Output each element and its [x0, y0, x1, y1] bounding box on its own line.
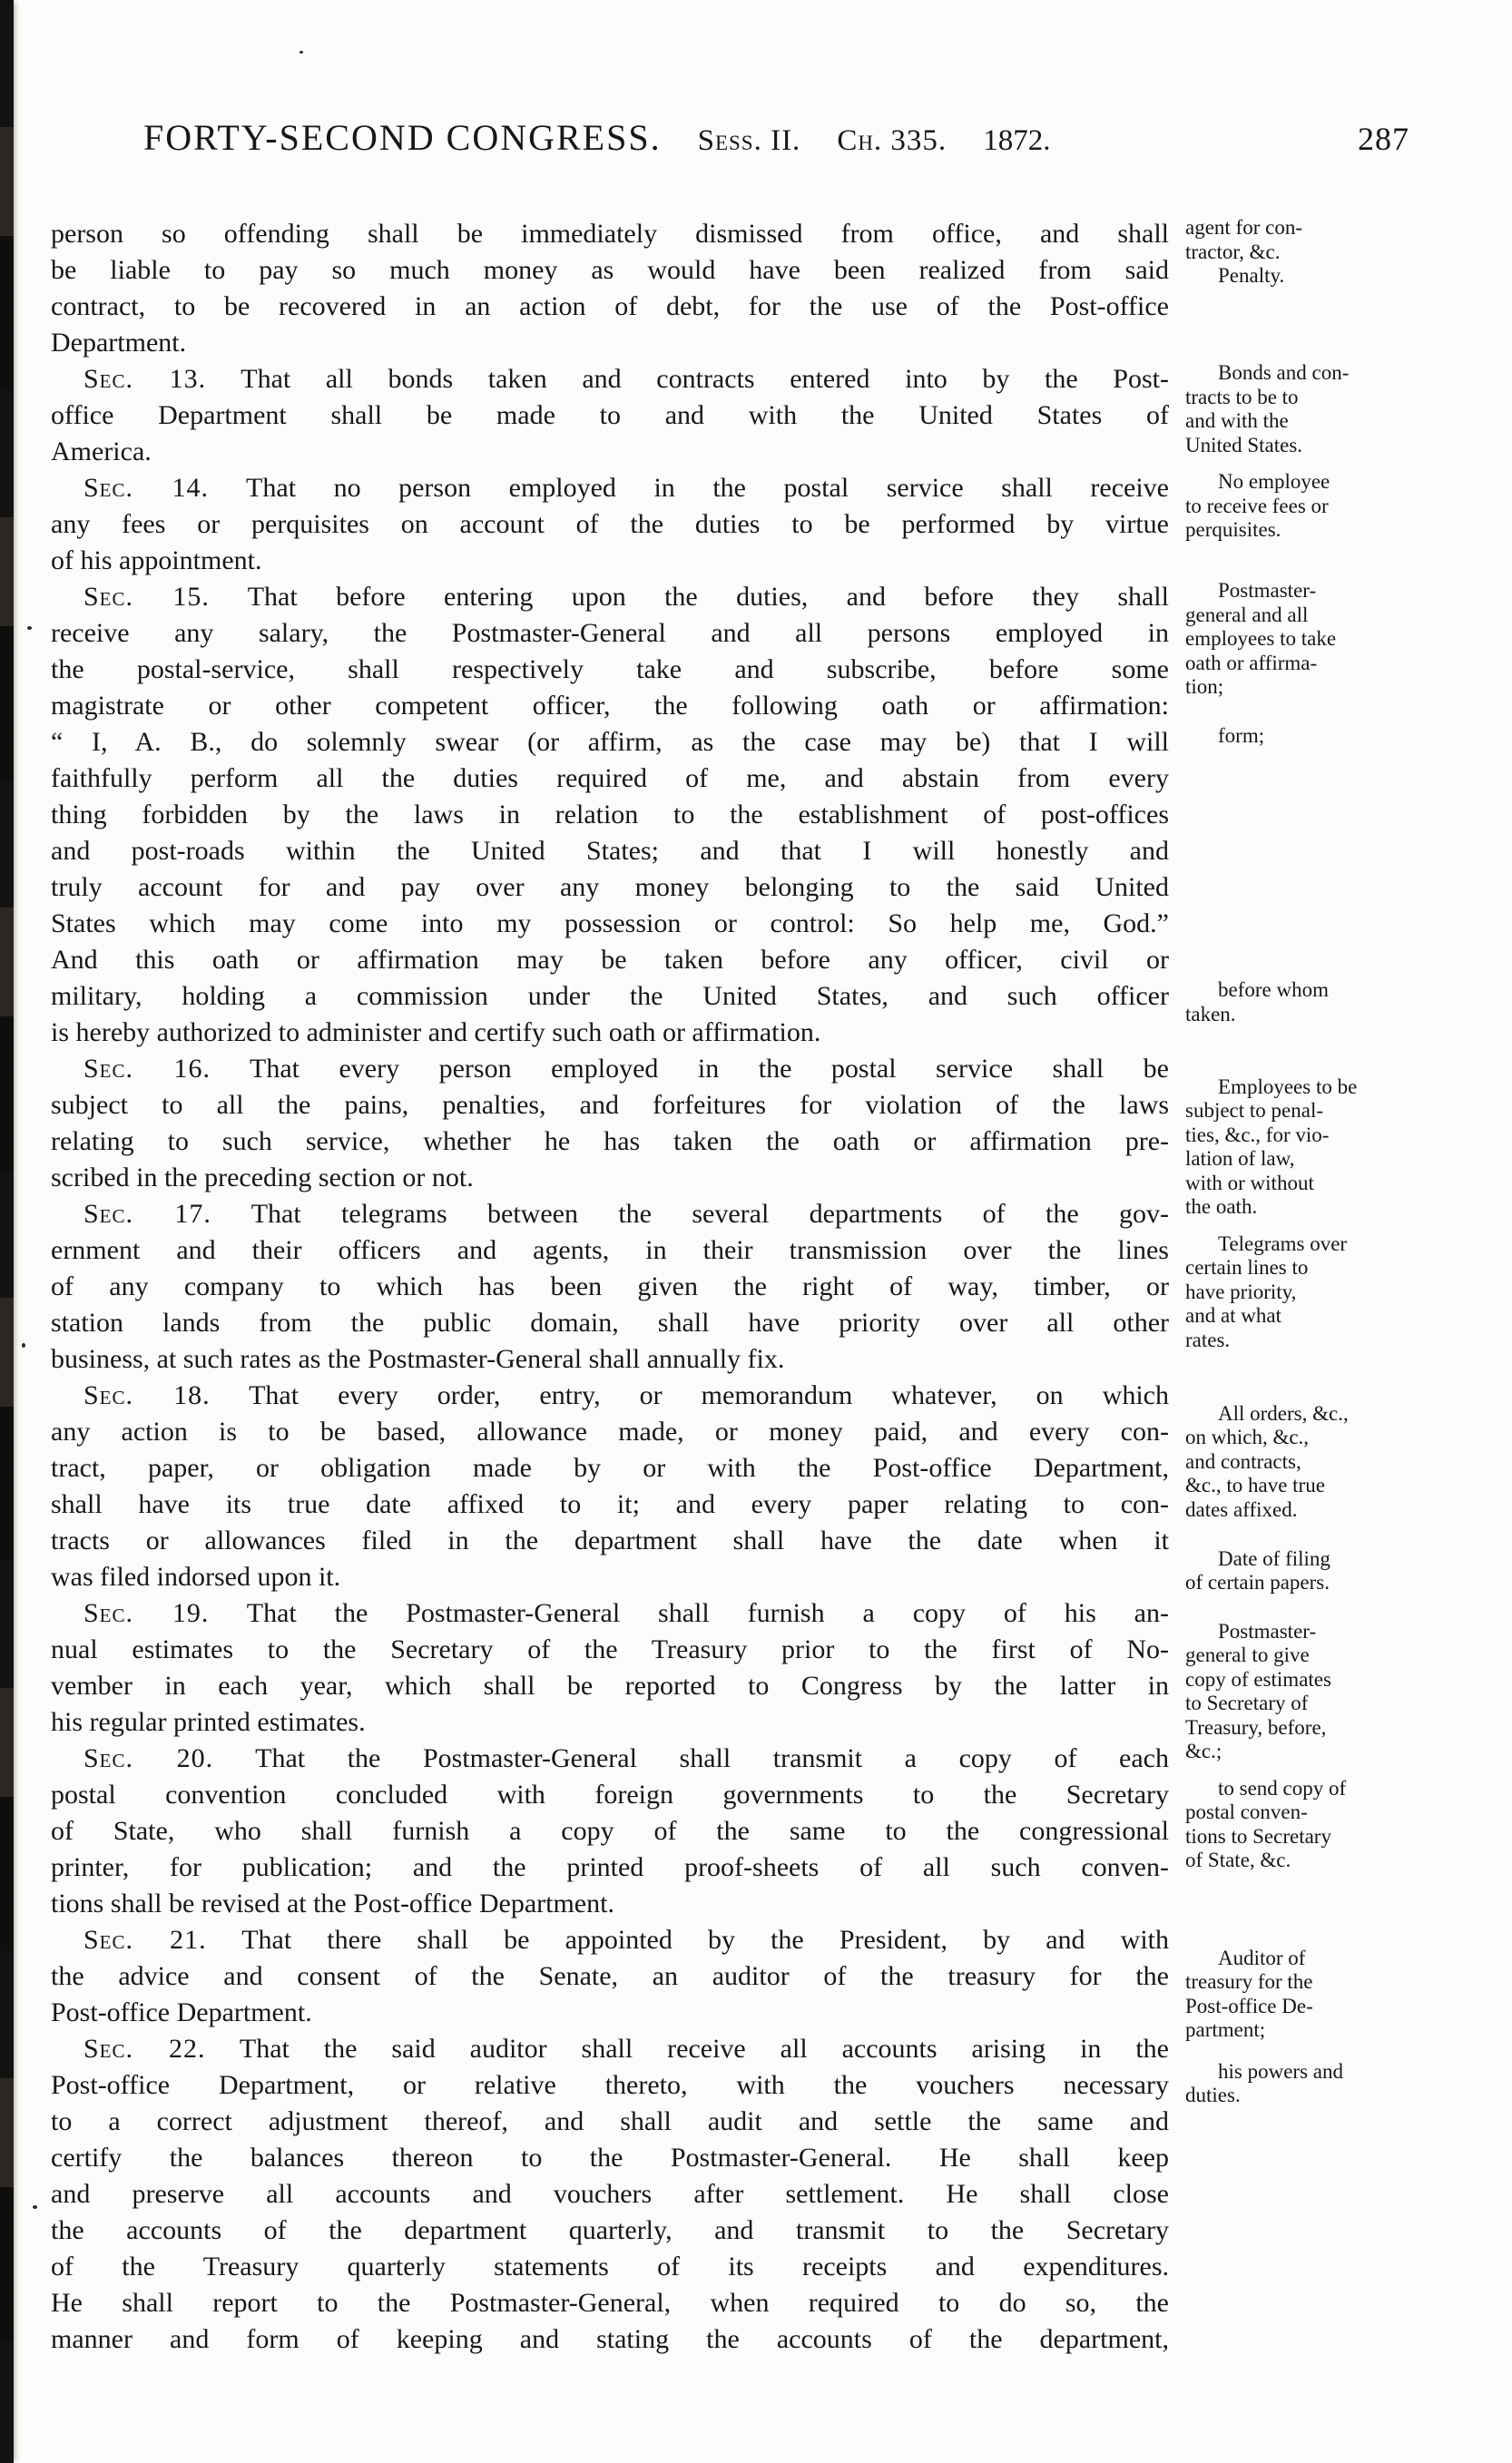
page-number: 287 — [1358, 121, 1409, 157]
margin-note-line: Bonds and con- — [1218, 361, 1350, 384]
body-line: vember in each year, which shall be reported to Congress by the latter in — [51, 1671, 1169, 1701]
body-line: of State, who shall furnish a copy of the same to the congressional — [51, 1816, 1169, 1846]
body-line: America. — [51, 437, 152, 466]
margin-note-line: and at what — [1185, 1304, 1282, 1328]
body-line: And this oath or affirmation may be taken before any officer, civil or — [51, 945, 1169, 975]
margin-note-line: postal conven- — [1185, 1801, 1308, 1824]
margin-note — [1185, 1075, 1505, 1220]
year-label: 1872. — [983, 124, 1051, 157]
body-line: Post-office Department, or relative thereto, with the vouchers necessary — [51, 2070, 1169, 2100]
statute-body-text — [51, 216, 1169, 2358]
congress-title: FORTY-SECOND CONGRESS. — [143, 117, 662, 158]
body-line: any action is to be based, allowance made, or money paid, and every con- — [51, 1417, 1169, 1447]
margin-note-line: his powers and — [1218, 2059, 1343, 2083]
body-line: manner and form of keeping and stating the accounts of the department, — [51, 2324, 1169, 2354]
body-line: tions shall be revised at the Post-office Department. — [51, 1889, 614, 1918]
margin-note-line: Treasury, before, — [1185, 1715, 1327, 1739]
margin-note-line: &c.; — [1185, 1740, 1222, 1762]
body-line: was filed indorsed upon it. — [51, 1562, 341, 1592]
body-line: Post-office Department. — [51, 1997, 312, 2027]
margin-note — [1185, 724, 1505, 749]
margin-note-line: and with the — [1185, 409, 1289, 432]
body-line: thing forbidden by the laws in relation to the establishment of post-offices — [51, 800, 1169, 829]
margin-note — [1185, 2060, 1505, 2108]
margin-note-line: general to give — [1185, 1644, 1310, 1666]
body-line: Sec. 19. That the Postmaster-General shall furnish a copy of his an- — [83, 1598, 1169, 1628]
margin-note — [1185, 216, 1505, 264]
margin-note-line: to Secretary of — [1185, 1692, 1309, 1714]
body-line: to a correct adjustment thereof, and shall audit and settle the same and — [51, 2106, 1169, 2136]
margin-note-line: tracts to be to — [1185, 385, 1299, 408]
body-line: Sec. 21. That there shall be appointed by the President, by and with — [83, 1925, 1169, 1955]
margin-note-line: have priority, — [1185, 1280, 1297, 1303]
margin-note — [1185, 579, 1505, 700]
section-number: Sec. 14. — [83, 473, 210, 503]
body-line: the postal-service, shall respectively take and subscribe, before some — [51, 654, 1169, 684]
session-label: Sess. II. — [697, 124, 801, 157]
margin-note — [1185, 1947, 1505, 2043]
section-number: Sec. 21. — [83, 1925, 207, 1955]
margin-note — [1185, 1402, 1505, 1523]
body-line: Sec. 13. That all bonds taken and contracts entered into by the Post- — [83, 364, 1169, 394]
body-line: business, at such rates as the Postmaster-General shall annually fix. — [51, 1344, 785, 1374]
margin-note-line: ties, &c., for vio- — [1185, 1123, 1330, 1146]
scan-speck — [22, 1343, 25, 1348]
body-line: of any company to which has been given the right of way, timber, or — [51, 1271, 1169, 1301]
margin-note-line: certain lines to — [1185, 1256, 1309, 1280]
scan-edge-artifact — [0, 0, 14, 2463]
margin-note-line: United States. — [1185, 433, 1303, 456]
body-line: of his appointment. — [51, 545, 262, 575]
margin-note-line: partment; — [1185, 2018, 1266, 2041]
body-line: printer, for publication; and the printed proof-sheets of all such conven- — [51, 1852, 1169, 1882]
margin-note — [1185, 1547, 1505, 1595]
margin-note-line: form; — [1218, 724, 1265, 747]
body-line: and post-roads within the United States; and that I will honestly and — [51, 836, 1169, 866]
margin-note — [1185, 470, 1505, 543]
chapter-label: Ch. 335. — [837, 124, 947, 157]
margin-note-line: of certain papers. — [1185, 1571, 1330, 1594]
margin-note-line: copy of estimates — [1185, 1667, 1331, 1691]
margin-note-line: perquisites. — [1185, 518, 1281, 541]
margin-note-line: agent for con- — [1185, 216, 1302, 239]
scan-speck — [33, 2205, 37, 2209]
margin-note-line: Date of filing — [1218, 1546, 1330, 1570]
margin-note-line: rates. — [1185, 1328, 1231, 1351]
section-number: Sec. 16. — [83, 1054, 211, 1084]
body-line: truly account for and pay over any money belonging to the said United — [51, 872, 1169, 902]
margin-note-line: Postmaster- — [1218, 579, 1317, 602]
margin-note — [1185, 264, 1505, 289]
margin-note-line: taken. — [1185, 1002, 1236, 1025]
body-line: Sec. 22. That the said auditor shall receive all accounts arising in the — [83, 2034, 1169, 2064]
body-line: of the Treasury quarterly statements of its receipts and expenditures. — [51, 2252, 1169, 2281]
body-line: scribed in the preceding section or not. — [51, 1163, 474, 1192]
margin-note-line: and contracts, — [1185, 1449, 1301, 1473]
margin-note-line: &c., to have true — [1185, 1474, 1325, 1496]
body-line: contract, to be recovered in an action of debt, for the use of the Post-office — [51, 291, 1169, 321]
body-line: Sec. 14. That no person employed in the postal service shall receive — [83, 473, 1169, 503]
body-line: relating to such service, whether he has taken the oath or affirmation pre- — [51, 1126, 1169, 1156]
section-number: Sec. 19. — [83, 1598, 210, 1628]
body-line: Sec. 17. That telegrams between the several departments of the gov- — [83, 1199, 1169, 1229]
margin-note-line: with or without — [1185, 1171, 1314, 1194]
margin-note-line: of State, &c. — [1185, 1849, 1291, 1872]
margin-note-line: Telegrams over — [1218, 1232, 1348, 1255]
margin-note-line: Penalty. — [1218, 264, 1285, 287]
margin-note-line: Post-office De- — [1185, 1994, 1313, 2017]
margin-note-line: duties. — [1185, 2084, 1241, 2107]
body-line: faithfully perform all the duties required of me, and abstain from every — [51, 763, 1169, 793]
body-line: be liable to pay so much money as would have been realized from said — [51, 255, 1169, 285]
body-line: station lands from the public domain, shall have priority over all other — [51, 1308, 1169, 1338]
margin-note — [1185, 978, 1505, 1026]
margin-note-line: the oath. — [1185, 1195, 1258, 1218]
margin-note-line: dates affixed. — [1185, 1497, 1298, 1521]
body-line: magistrate or other competent officer, the following oath or affirmation: — [51, 691, 1169, 721]
body-line: States which may come into my possession or control: So help me, God.” — [51, 908, 1169, 938]
body-line: postal convention concluded with foreign governments to the Secretary — [51, 1780, 1169, 1810]
margin-note-line: No employee — [1218, 470, 1330, 493]
body-line: Sec. 20. That the Postmaster-General shall transmit a copy of each — [83, 1743, 1169, 1773]
body-line: person so offending shall be immediately dismissed from office, and shall — [51, 219, 1169, 249]
body-line: He shall report to the Postmaster-General, when required to do so, the — [51, 2288, 1169, 2318]
margin-note-line: before whom — [1218, 978, 1329, 1001]
body-line: subject to all the pains, penalties, and forfeitures for violation of the laws — [51, 1090, 1169, 1120]
body-line: ernment and their officers and agents, in their transmission over the lines — [51, 1235, 1169, 1265]
margin-note-line: subject to penal- — [1185, 1099, 1324, 1122]
body-line: receive any salary, the Postmaster-General and all persons employed in — [51, 618, 1169, 648]
body-line: nual estimates to the Secretary of the Treasury prior to the first of No- — [51, 1634, 1169, 1664]
body-line: any fees or perquisites on account of the duties to be performed by virtue — [51, 509, 1169, 539]
margin-note-line: on which, &c., — [1185, 1426, 1310, 1448]
body-line: his regular printed estimates. — [51, 1707, 366, 1737]
body-line: shall have its true date affixed to it; and every paper relating to con- — [51, 1489, 1169, 1519]
section-number: Sec. 17. — [83, 1199, 211, 1229]
body-line: tracts or allowances filed in the department shall have the date when it — [51, 1526, 1169, 1555]
body-line: and preserve all accounts and vouchers after settlement. He shall close — [51, 2179, 1169, 2209]
margin-note-line: tions to Secretary — [1185, 1824, 1331, 1848]
body-line: Sec. 15. That before entering upon the duties, and before they shall — [83, 582, 1169, 612]
margin-note-line: All orders, &c., — [1218, 1401, 1349, 1425]
body-line: “ I, A. B., do solemnly swear (or affirm, as the case may be) that I will — [51, 727, 1169, 757]
margin-note-line: oath or affirma- — [1185, 651, 1318, 674]
body-line: Department. — [51, 328, 187, 358]
margin-note — [1185, 1777, 1505, 1873]
body-line: Sec. 16. That every person employed in the postal service shall be — [83, 1054, 1169, 1084]
body-line: the accounts of the department quarterly, and transmit to the Secretary — [51, 2215, 1169, 2245]
body-line: office Department shall be made to and with the United States of — [51, 400, 1169, 430]
body-line: tract, paper, or obligation made by or with the Post-office Department, — [51, 1453, 1169, 1483]
section-number: Sec. 15. — [83, 582, 210, 612]
section-number: Sec. 20. — [83, 1743, 214, 1773]
margin-notes-column — [1185, 0, 1505, 2463]
margin-note — [1185, 1620, 1505, 1764]
scan-speck — [27, 626, 32, 630]
margin-note-line: employees to take — [1185, 627, 1337, 650]
body-line: certify the balances thereon to the Postmaster-General. He shall keep — [51, 2143, 1169, 2173]
margin-note-line: tion; — [1185, 675, 1224, 698]
margin-note-line: tractor, &c. — [1185, 240, 1281, 263]
body-line: the advice and consent of the Senate, an auditor of the treasury for the — [51, 1961, 1169, 1991]
scan-speck — [299, 51, 303, 54]
section-number: Sec. 18. — [83, 1380, 211, 1410]
margin-note-line: Auditor of — [1218, 1946, 1306, 1969]
body-line: military, holding a commission under the United States, and such officer — [51, 981, 1169, 1011]
margin-note-line: general and all — [1185, 603, 1309, 626]
margin-note-line: Employees to be — [1218, 1074, 1358, 1098]
section-number: Sec. 22. — [83, 2034, 206, 2064]
body-line: is hereby authorized to administer and certify such oath or affirmation. — [51, 1017, 821, 1047]
body-line: Sec. 18. That every order, entry, or memorandum whatever, on which — [83, 1380, 1169, 1410]
margin-note-line: Postmaster- — [1218, 1619, 1317, 1643]
margin-note-line: to send copy of — [1218, 1776, 1347, 1800]
margin-note-line: treasury for the — [1185, 1970, 1313, 1993]
margin-note — [1185, 1232, 1505, 1353]
margin-note — [1185, 361, 1505, 457]
margin-note-line: lation of law, — [1185, 1147, 1295, 1170]
section-number: Sec. 13. — [83, 364, 207, 394]
margin-note-line: to receive fees or — [1185, 494, 1329, 517]
